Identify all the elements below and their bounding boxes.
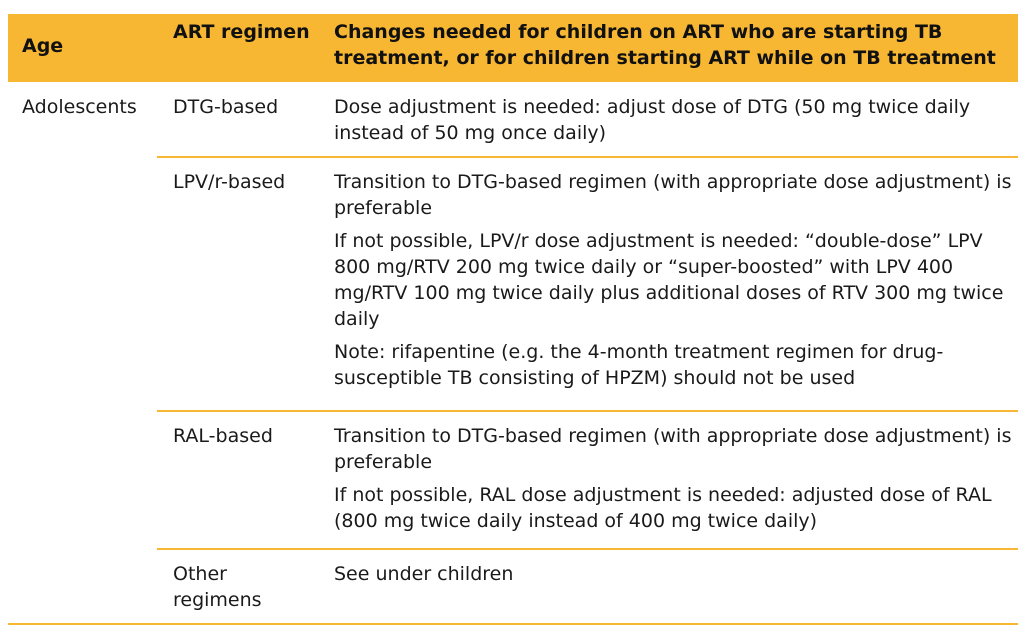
changes-lpv-r: [334, 169, 1014, 391]
change-paragraph: If not possible, LPV/r dose adjustment is needed: “double-dose” LPV 800 mg/RTV 200 mg twice daily or “super-boosted” with LPV 400 mg/RTV 100 mg twice daily plus additional doses of RTV 300 mg twice daily: [334, 230, 1004, 330]
regimen-other: Other regimens: [173, 563, 262, 611]
regimen-lpv-r: LPV/r-based: [173, 171, 286, 193]
regimen-ral: RAL-based: [173, 425, 273, 447]
changes-ral: [334, 423, 1014, 534]
age-group-label: Adolescents: [22, 96, 137, 118]
change-paragraph: Transition to DTG-based regimen (with appropriate dose adjustment) is preferable: [334, 425, 1012, 473]
regimen-dtg: DTG-based: [173, 96, 279, 118]
change-paragraph: Dose adjustment is needed: adjust dose of DTG (50 mg twice daily instead of 50 mg once daily): [334, 96, 971, 144]
header-age: Age: [22, 35, 64, 57]
table-bottom-rule: [8, 623, 1018, 625]
change-paragraph: Note: rifapentine (e.g. the 4-month treatment regimen for drug-susceptible TB consisting of HPZM) should not be used: [334, 341, 944, 389]
change-paragraph: See under children: [334, 563, 514, 585]
header-changes: Changes needed for children on ART who are starting TB treatment, or for children starting ART while on TB treatment: [334, 21, 996, 69]
header-regimen: ART regimen: [173, 21, 310, 43]
change-paragraph: Transition to DTG-based regimen (with appropriate dose adjustment) is preferable: [334, 171, 1012, 219]
changes-other: [334, 561, 1014, 587]
row-divider: [157, 548, 1018, 550]
row-divider: [157, 156, 1018, 158]
change-paragraph: If not possible, RAL dose adjustment is needed: adjusted dose of RAL (800 mg twice daily instead of 400 mg twice daily): [334, 484, 992, 532]
row-divider: [157, 410, 1018, 412]
table-header: [8, 14, 1018, 82]
changes-dtg: [334, 94, 1014, 146]
